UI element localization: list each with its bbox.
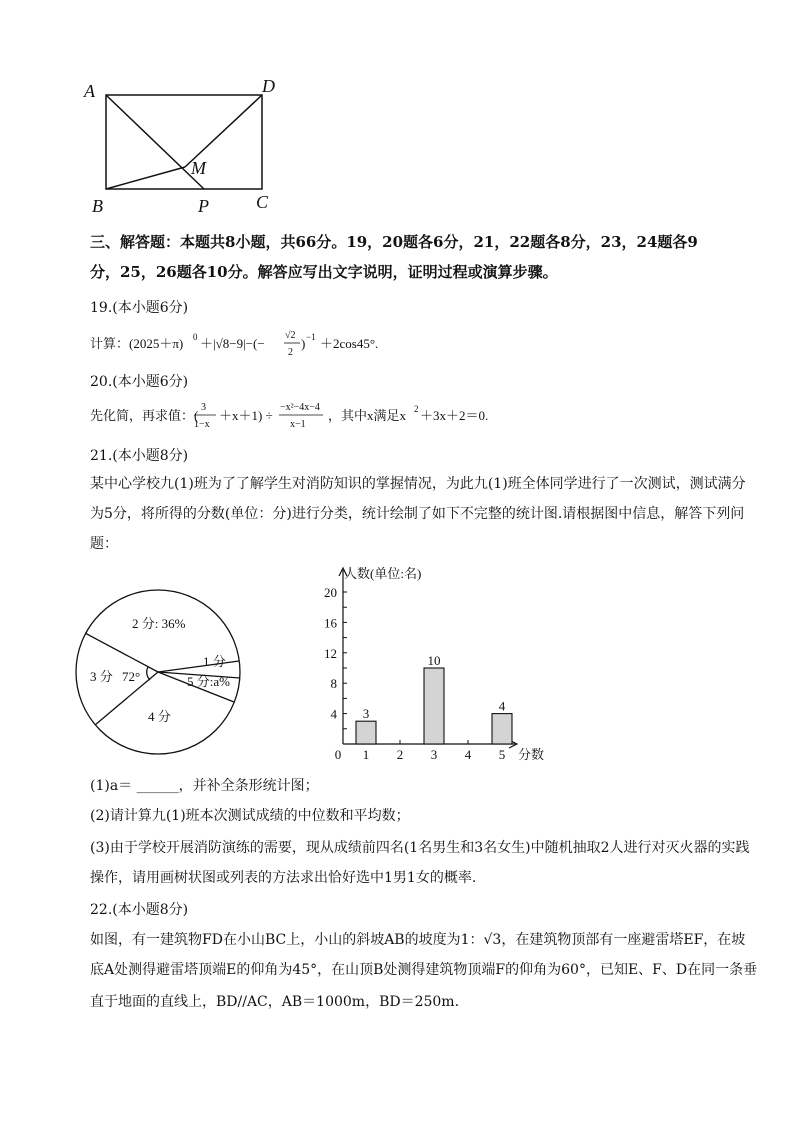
q19-sup-neg1: −1 bbox=[306, 332, 316, 342]
q20-header: 20.(本小题6分) bbox=[90, 374, 189, 390]
segment-dm bbox=[185, 95, 262, 167]
bar-chart bbox=[320, 560, 560, 770]
q22-line1 bbox=[90, 930, 745, 950]
q20-expression bbox=[90, 398, 510, 432]
q22-header: 22.(本小题8分) bbox=[90, 902, 189, 918]
label-a: A bbox=[84, 81, 95, 101]
x-tick-label: 4 bbox=[464, 747, 472, 762]
q21-line3: 题： bbox=[90, 536, 118, 552]
q21-sub1: (1)a＝ ______，并补全条形统计图； bbox=[90, 778, 319, 794]
q20-f1-den: 1−x bbox=[194, 419, 210, 430]
q19-prefix: 计算：(2025＋π) bbox=[90, 336, 184, 351]
y-tick-label: 20 bbox=[324, 585, 337, 600]
q21-line1: 某中心学校九(1)班为了了解学生对消防知识的掌握情况，为此九(1)班全体同学进行了一次测试，测试满分 bbox=[90, 476, 746, 492]
label-d: D bbox=[262, 76, 275, 96]
segment-bm bbox=[106, 167, 185, 189]
q22-line2: 底A处测得避雷塔顶端E的仰角为45°，在山顶B处测得建筑物顶端F的仰角为60°，已知E、F、D在同一条垂 bbox=[90, 962, 758, 978]
q20-f1-num: 3 bbox=[201, 402, 206, 413]
q20-f2-num: −x²−4x−4 bbox=[280, 402, 320, 413]
y-tick-label: 8 bbox=[330, 676, 337, 692]
q19-frac-num: √2 bbox=[285, 330, 296, 341]
q22-sqrt3: √3 bbox=[483, 932, 502, 948]
y-axis-label: 人数(单位:名) bbox=[344, 566, 422, 581]
bar-value-label: 3 bbox=[362, 706, 370, 722]
q20-tail-b: ＋3x＋2＝0. bbox=[420, 408, 489, 423]
q20-tail-a: ，其中x满足x bbox=[328, 408, 407, 423]
rectangle-abcd bbox=[106, 95, 262, 189]
label-c: C bbox=[256, 192, 269, 212]
q19-header: 19.(本小题6分) bbox=[90, 300, 189, 316]
x-tick-label: 5 bbox=[498, 747, 506, 762]
q20-f2-den: x−1 bbox=[290, 419, 306, 430]
pie-label-5: 5 分:a% bbox=[187, 674, 230, 689]
q21-line2: 为5分，将所得的分数(单位：分)进行分类，统计绘制了如下不完整的统计图.请根据图中信息，解答下列问 bbox=[90, 506, 745, 522]
q21-sub3a: (3)由于学校开展消防演练的需要，现从成绩前四名(1名男生和3名女生)中随机抽取2人进行对灭火器的实践 bbox=[90, 840, 750, 856]
q21-sub2: (2)请计算九(1)班本次测试成绩的中位数和平均数； bbox=[90, 808, 410, 824]
q19-sup0: 0 bbox=[193, 332, 198, 342]
q21-header: 21.(本小题8分) bbox=[90, 448, 189, 464]
rectangle-figure bbox=[80, 72, 290, 222]
q20-formula bbox=[90, 398, 510, 432]
section-heading-line1: 三、解答题：本题共8小题，共66分。19，20题各6分，21，22题各8分，23，24题各9 bbox=[90, 233, 698, 251]
bar-value-label: 4 bbox=[498, 698, 506, 714]
q19-mid: ＋|√8−9|−(− bbox=[200, 336, 265, 351]
pie-chart bbox=[70, 580, 270, 760]
pie-divider-2-1 bbox=[158, 661, 239, 672]
pie-divider-2-3 bbox=[85, 633, 158, 672]
label-p: P bbox=[198, 196, 209, 216]
q19-formula bbox=[90, 326, 450, 360]
y-tick-label: 4 bbox=[330, 706, 337, 722]
pie-label-2: 2 分: 36% bbox=[132, 616, 186, 631]
x-tick-label: 1 bbox=[362, 747, 370, 762]
x-axis-label: 分数 bbox=[518, 747, 545, 762]
bar-score-5 bbox=[492, 714, 512, 744]
y-tick-label: 12 bbox=[324, 645, 337, 661]
bar-score-3 bbox=[424, 668, 444, 744]
label-m: M bbox=[191, 158, 206, 178]
label-b: B bbox=[92, 196, 103, 216]
q21-sub3b: 操作，请用画树状图或列表的方法求出恰好选中1男1女的概率. bbox=[90, 870, 477, 886]
bar-value-label: 10 bbox=[427, 653, 441, 668]
q19-frac-den: 2 bbox=[288, 347, 293, 358]
q19-tail: ＋2cos45°. bbox=[320, 336, 379, 351]
q19-paren-close: ) bbox=[301, 336, 306, 351]
q22-line1c: ，在建筑物顶部有一座避雷塔EF，在坡 bbox=[501, 932, 746, 948]
q22-line1a: 如图，有一建筑物FD在小山BC上，小山的斜坡AB的坡度为1： bbox=[90, 932, 484, 948]
pie-label-3: 3 分 bbox=[90, 669, 113, 684]
q20-tail-sup: 2 bbox=[414, 404, 419, 414]
pie-angle-arc bbox=[147, 667, 150, 680]
pie-label-4: 4 分 bbox=[148, 709, 171, 724]
pie-angle-3: 72° bbox=[122, 669, 141, 684]
q20-prefix: 先化简，再求值：( bbox=[90, 408, 199, 423]
origin-label: 0 bbox=[334, 747, 342, 762]
q19-expression bbox=[90, 326, 450, 360]
pie-label-1: 1 分 bbox=[203, 654, 226, 669]
q20-mid: ＋x＋1) ÷ bbox=[219, 408, 273, 423]
x-tick-label: 2 bbox=[396, 747, 404, 762]
q22-line3: 直于地面的直线上，BD//AC，AB＝1000m，BD＝250m. bbox=[90, 994, 460, 1010]
bar-score-1 bbox=[356, 721, 376, 744]
y-tick-label: 16 bbox=[324, 615, 337, 631]
section-heading-line2: 分，25，26题各10分。解答应写出文字说明，证明过程或演算步骤。 bbox=[90, 263, 558, 281]
x-tick-label: 3 bbox=[430, 747, 438, 762]
